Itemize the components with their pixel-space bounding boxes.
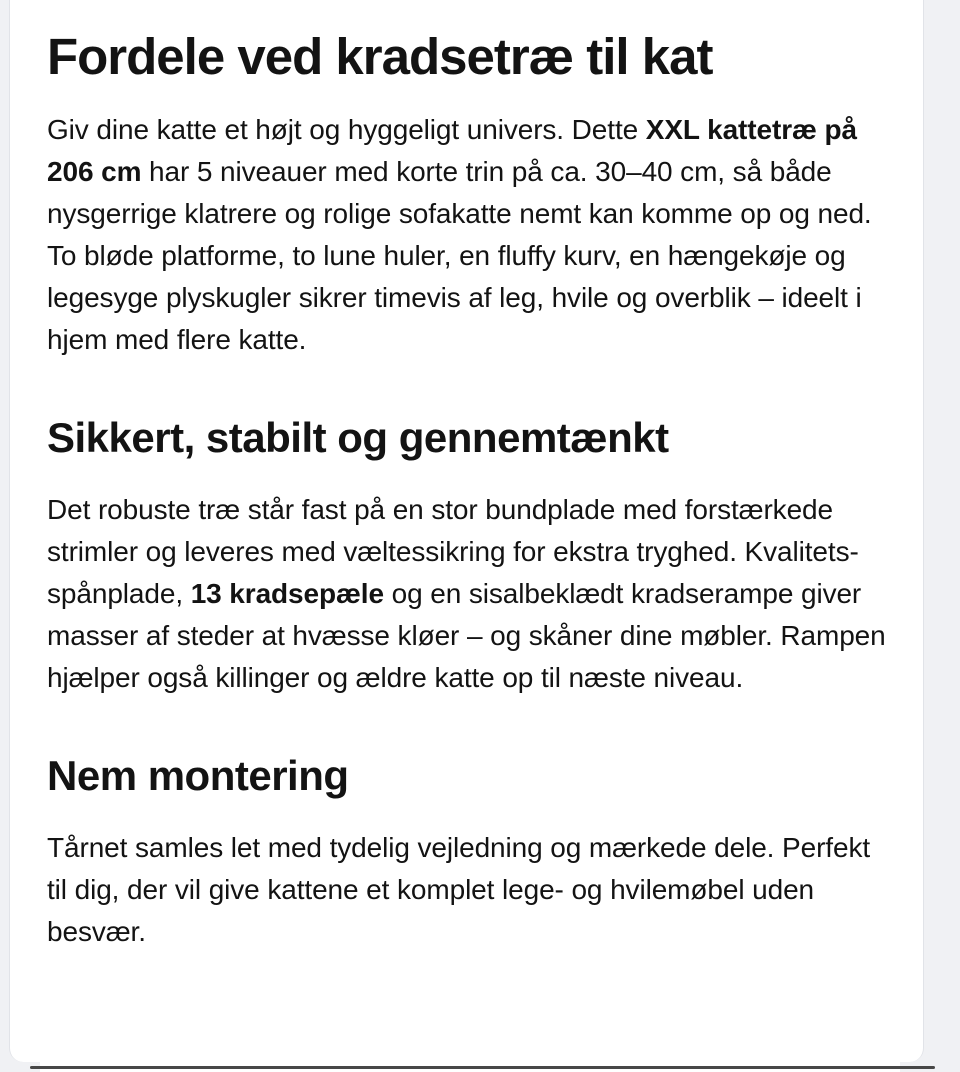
assembly-paragraph: Tårnet samles let med tydelig vejledning og mærkede dele. Perfekt til dig, der vil give kattene et komplet lege- og hvilemøbel uden besvær. <box>47 832 871 948</box>
page-title: Fordele ved kradsetræ til kat <box>47 28 713 85</box>
section-heading-assembly: Nem montering <box>47 752 349 800</box>
product-description-card <box>9 0 924 1062</box>
stability-paragraph: Det robuste træ står fast på en stor bundplade med forstærkede strimler og leveres med væltessikring for ekstra tryghed. Kvalitets-spånplade, 13 kradsepæle og en sisalbeklædt kradserampe giver masser af steder at hvæsse kløer – og skåner dine møbler. Rampen hjælper også killinger og ældre katte op til næste niveau. <box>47 494 886 694</box>
section-heading-stability: Sikkert, stabilt og gennemtænkt <box>47 413 669 461</box>
bottom-divider <box>30 1066 935 1069</box>
intro-paragraph: Giv dine katte et højt og hyggeligt univers. Dette XXL kattetræ på 206 cm har 5 niveauer med korte trin på ca. 30–40 cm, så både nysgerrige klatrere og rolige sofakatte nemt kan komme op og ned. To bløde platforme, to lune huler, en fluffy kurv, en hængekøje og legesyge plyskugler sikrer timevis af leg, hvile og overblik – ideelt i hjem med flere katte. <box>47 113 872 355</box>
